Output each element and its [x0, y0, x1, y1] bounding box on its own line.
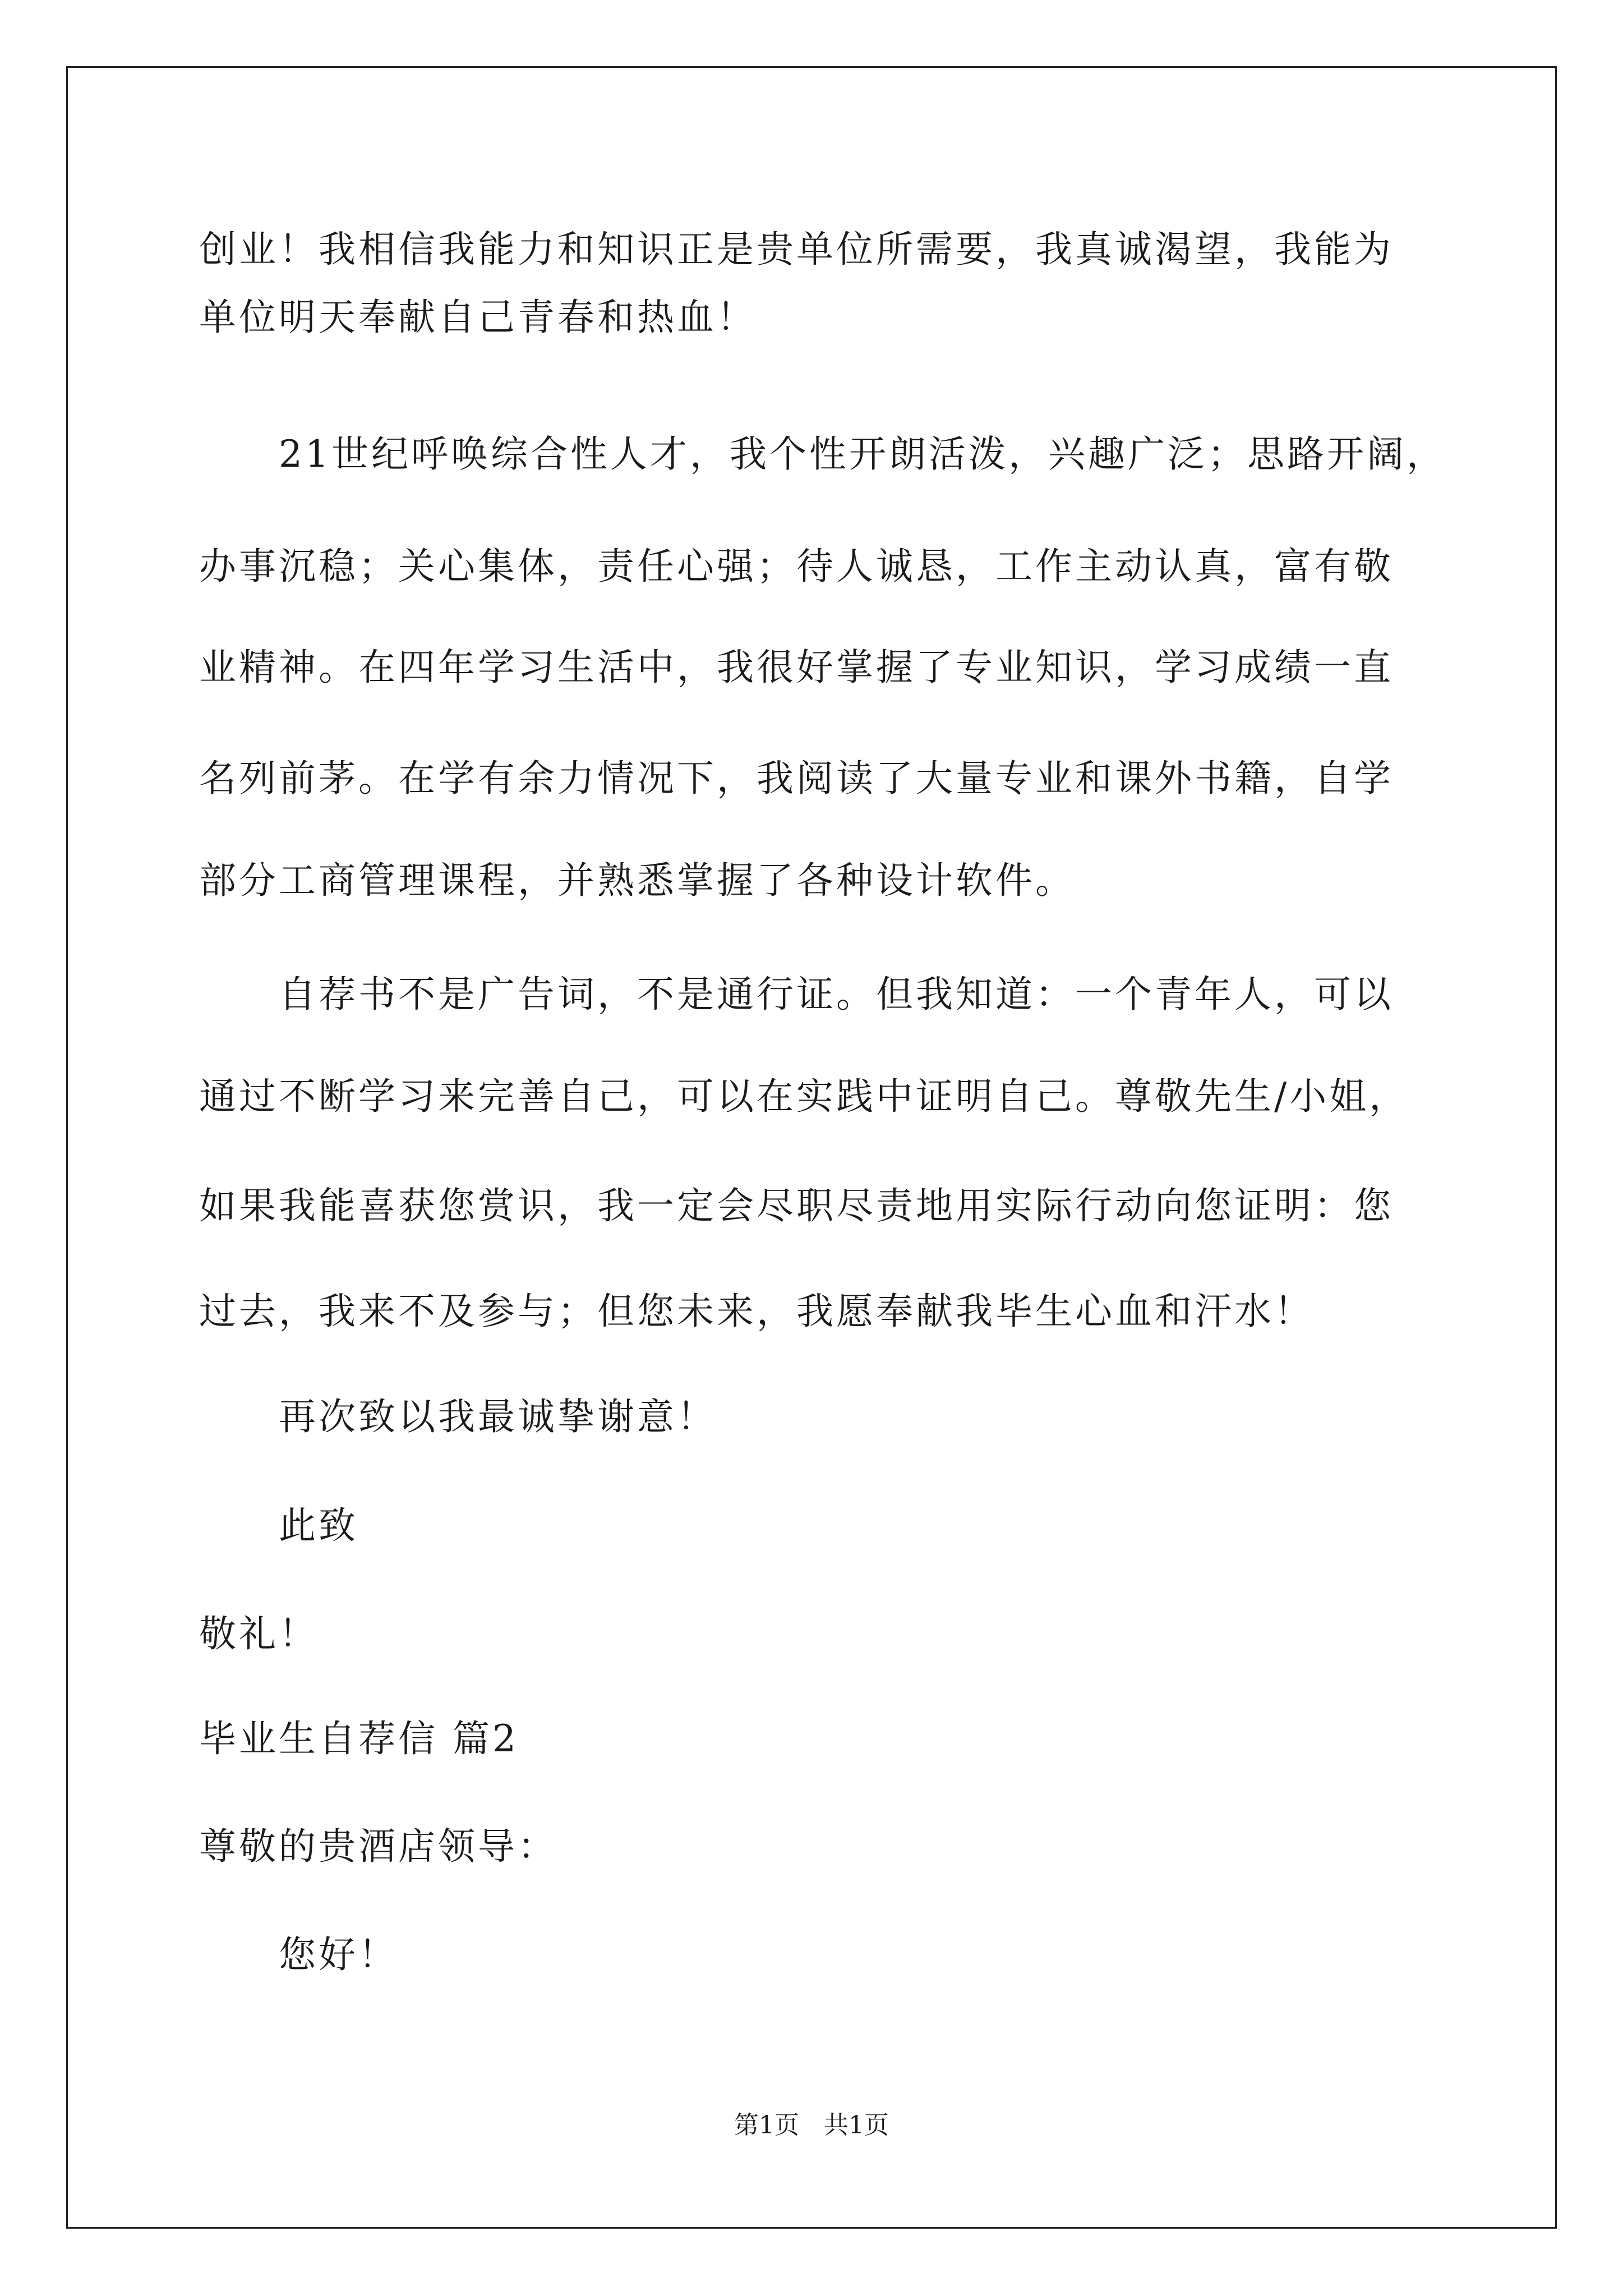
text-line-15: 毕业生自荐信 篇2: [199, 1717, 519, 1760]
text-line-5: 业精神。在四年学习生活中，我很好掌握了专业知识，学习成绩一直: [199, 646, 1394, 689]
page-footer: 第1页 共1页: [734, 2111, 889, 2139]
text-line-9: 通过不断学习来完善自己，可以在实践中证明自己。尊敬先生/小姐，: [199, 1075, 1409, 1118]
text-line-13: 此致: [279, 1504, 358, 1547]
text-line-10: 如果我能喜获您赏识，我一定会尽职尽责地用实际行动向您证明：您: [199, 1184, 1394, 1227]
page-border: [66, 66, 1557, 2229]
text-line-1: 创业！我相信我能力和知识正是贵单位所需要，我真诚渴望，我能为: [199, 228, 1394, 271]
text-line-3: 21世纪呼唤综合性人才，我个性开朗活泼，兴趣广泛；思路开阔，: [279, 432, 1446, 476]
text-line-7: 部分工商管理课程，并熟悉掌握了各种设计软件。: [199, 859, 1075, 902]
text-line-6: 名列前茅。在学有余力情况下，我阅读了大量专业和课外书籍，自学: [199, 757, 1394, 800]
text-line-11: 过去，我来不及参与；但您未来，我愿奉献我毕生心血和汗水！: [199, 1290, 1314, 1333]
text-line-16: 尊敬的贵酒店领导：: [199, 1825, 557, 1868]
text-line-4: 办事沉稳；关心集体，责任心强；待人诚恳，工作主动认真，富有敬: [199, 545, 1394, 588]
text-line-14: 敬礼！: [199, 1612, 319, 1655]
text-line-17: 您好！: [279, 1933, 398, 1976]
text-line-2: 单位明天奉献自己青春和热血！: [199, 296, 757, 339]
text-line-12: 再次致以我最诚挚谢意！: [279, 1395, 717, 1438]
text-line-8: 自荐书不是广告词，不是通行证。但我知道：一个青年人，可以: [279, 973, 1394, 1016]
